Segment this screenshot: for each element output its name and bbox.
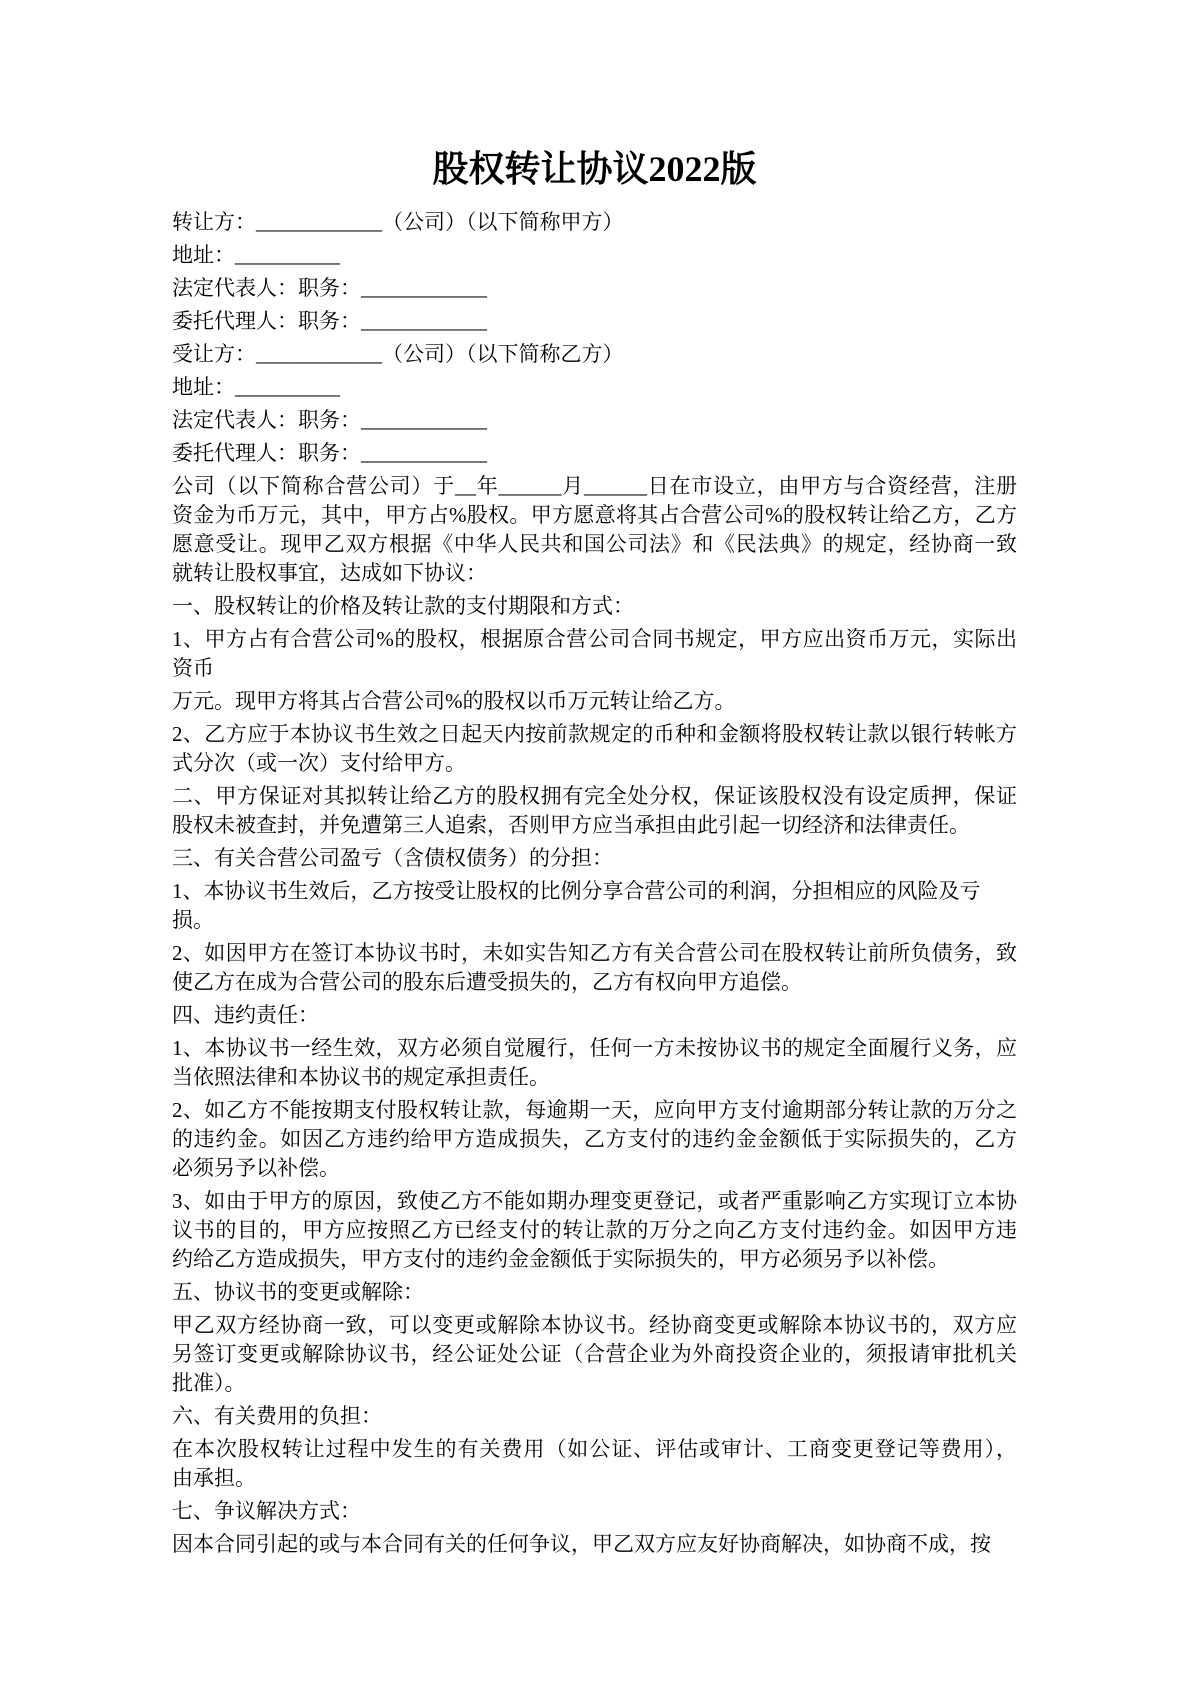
preamble: [172, 472, 1017, 588]
text-line: 转让方：____________（公司）（以下简称甲方）: [172, 210, 624, 234]
text-line: 资金为币万元，其中，甲方占%股权。甲方愿意将其占合营公司%的股权转让给乙方，乙方: [172, 503, 1017, 527]
field-address-b: [172, 373, 1017, 402]
text-line: 式分次（或一次）支付给甲方。: [172, 751, 466, 775]
document-body: [172, 208, 1017, 1559]
clause-5-1: [172, 1311, 1017, 1398]
text-line: 的违约金。如因乙方违约给甲方造成损失，乙方支付的违约金金额低于实际损失的，乙方: [172, 1127, 1017, 1151]
text-line: 约给乙方造成损失，甲方支付的违约金金额低于实际损失的，甲方必须另予以补偿。: [172, 1247, 949, 1271]
section-1-heading: [172, 592, 1017, 621]
field-transferee: [172, 340, 1017, 369]
text-line: 法定代表人：职务：____________: [172, 276, 487, 300]
text-line: 地址：__________: [172, 375, 340, 399]
text-line: 就转让股权事宜，达成如下协议：: [172, 561, 487, 585]
text-line: 2、如乙方不能按期支付股权转让款，每逾期一天，应向甲方支付逾期部分转让款的万分之: [172, 1098, 1017, 1122]
text-line: 二、甲方保证对其拟转让给乙方的股权拥有完全处分权，保证该股权没有设定质押，保证: [172, 784, 1017, 808]
text-line: 必须另予以补偿。: [172, 1156, 340, 1180]
clause-1-2: [172, 720, 1017, 778]
text-line: 受让方：____________（公司）（以下简称乙方）: [172, 342, 624, 366]
text-line: 万元。现甲方将其占合营公司%的股权以币万元转让给乙方。: [172, 689, 736, 713]
text-line: 使乙方在成为合营公司的股东后遭受损失的，乙方有权向甲方追偿。: [172, 970, 802, 994]
text-line: 委托代理人：职务：____________: [172, 309, 487, 333]
text-line: 资币: [172, 656, 214, 680]
text-line: 七、争议解决方式：: [172, 1499, 361, 1523]
text-line: 委托代理人：职务：____________: [172, 441, 487, 465]
clause-3-1: [172, 877, 1017, 935]
section-2: [172, 782, 1017, 840]
field-legal-rep-a: [172, 274, 1017, 303]
document-title: 股权转让协议2022版: [432, 149, 757, 189]
field-transferor: [172, 208, 1017, 237]
text-line: 六、有关费用的负担：: [172, 1404, 382, 1428]
field-address-a: [172, 241, 1017, 270]
text-line: 公司（以下简称合营公司）于__年______月______日在市设立，由甲方与合资经营，注册: [172, 474, 1017, 498]
text-line: 另签订变更或解除协议书，经公证处公证（合营企业为外商投资企业的，须报请审批机关: [172, 1342, 1017, 1366]
clause-7-1: [172, 1530, 1017, 1559]
text-line: 1、本协议书生效后，乙方按受让股权的比例分享合营公司的利润，分担相应的风险及亏损。: [172, 879, 981, 932]
clause-1-1-cont: [172, 687, 1017, 716]
document-content: [172, 146, 1017, 1563]
text-line: 1、甲方占有合营公司%的股权，根据原合营公司合同书规定，甲方应出资币万元，实际出: [172, 627, 1017, 651]
text-line: 五、协议书的变更或解除：: [172, 1280, 424, 1304]
text-line: 因本合同引起的或与本合同有关的任何争议，甲乙双方应友好协商解决，如协商不成，按: [172, 1532, 991, 1556]
section-6-heading: [172, 1402, 1017, 1431]
section-4-heading: [172, 1001, 1017, 1030]
section-7-heading: [172, 1497, 1017, 1526]
text-line: 法定代表人：职务：____________: [172, 408, 487, 432]
text-line: 批准）。: [172, 1371, 246, 1395]
text-line: 三、有关合营公司盈亏（含债权债务）的分担：: [172, 846, 613, 870]
text-line: 地址：__________: [172, 243, 340, 267]
clause-1-1: [172, 625, 1017, 683]
clause-4-2: [172, 1096, 1017, 1183]
text-line: 由承担。: [172, 1466, 256, 1490]
section-5-heading: [172, 1278, 1017, 1307]
field-agent-a: [172, 307, 1017, 336]
text-line: 3、如由于甲方的原因，致使乙方不能如期办理变更登记，或者严重影响乙方实现订立本协: [172, 1189, 1017, 1213]
field-agent-b: [172, 439, 1017, 468]
text-line: 四、违约责任：: [172, 1003, 319, 1027]
text-line: 2、乙方应于本协议书生效之日起天内按前款规定的币种和金额将股权转让款以银行转帐方: [172, 722, 1017, 746]
clause-3-2: [172, 939, 1017, 997]
clause-4-3: [172, 1187, 1017, 1274]
text-line: 愿意受让。现甲乙双方根据《中华人民共和国公司法》和《民法典》的规定，经协商一致: [172, 532, 1017, 556]
text-line: 股权未被查封，并免遭第三人追索，否则甲方应当承担由此引起一切经济和法律责任。: [172, 813, 970, 837]
text-line: 2、如因甲方在签订本协议书时，未如实告知乙方有关合营公司在股权转让前所负债务，致: [172, 941, 1017, 965]
section-3-heading: [172, 844, 1017, 873]
text-line: 议书的目的，甲方应按照乙方已经支付的转让款的万分之向乙方支付违约金。如因甲方违: [172, 1218, 1017, 1242]
text-line: 1、本协议书一经生效，双方必须自觉履行，任何一方未按协议书的规定全面履行义务，应: [172, 1036, 1017, 1060]
text-line: 一、股权转让的价格及转让款的支付期限和方式：: [172, 594, 634, 618]
clause-4-1: [172, 1034, 1017, 1092]
text-line: 甲乙双方经协商一致，可以变更或解除本协议书。经协商变更或解除本协议书的，双方应: [172, 1313, 1017, 1337]
clause-6-1: [172, 1435, 1017, 1493]
field-legal-rep-b: [172, 406, 1017, 435]
text-line: 在本次股权转让过程中发生的有关费用（如公证、评估或审计、工商变更登记等费用），: [172, 1437, 1017, 1461]
text-line: 当依照法律和本协议书的规定承担责任。: [172, 1065, 550, 1089]
